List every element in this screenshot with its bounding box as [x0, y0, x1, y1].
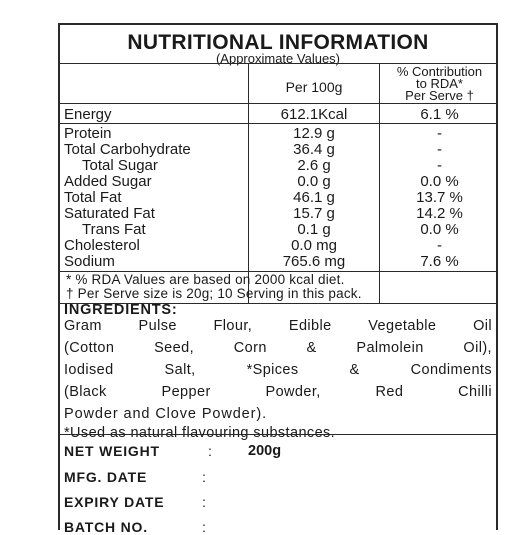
nutrient-rda: 14.2 % — [416, 205, 463, 222]
header-per-100g: Per 100g — [285, 79, 343, 95]
nutrient-value: 612.1Kcal — [280, 106, 348, 123]
footnote-serve: † Per Serve size is 20g; 10 Serving in this pack. — [66, 286, 362, 301]
ingredients-line: (Black Pepper Powder, Red Chilli — [64, 384, 492, 400]
nutrient-value: 765.6 mg — [282, 253, 346, 270]
panel-title: NUTRITIONAL INFORMATION — [127, 31, 429, 54]
nutrient-rda: 0.0 % — [420, 221, 459, 238]
nutrient-value: 0.0 g — [297, 173, 331, 190]
header-rda-line2: to RDA* — [416, 76, 463, 91]
ingredients-heading: INGREDIENTS: — [64, 302, 178, 318]
divider — [60, 103, 496, 104]
nutrient-value: 15.7 g — [293, 205, 335, 222]
ingredients-line: Gram Pulse Flour, Edible Vegetable Oil — [64, 318, 492, 334]
nutrient-row-total-fat — [60, 189, 496, 205]
mfg-date-label: MFG. DATE — [64, 469, 148, 485]
expiry-date-colon: : — [202, 494, 206, 510]
nutrient-row-total-carbohydrate — [60, 141, 496, 157]
nutrient-value: 0.1 g — [297, 221, 331, 238]
panel-subtitle: (Approximate Values) — [215, 51, 341, 66]
expiry-date-label: EXPIRY DATE — [64, 494, 165, 510]
ingredients-note: *Used as natural flavouring substances. — [64, 425, 336, 441]
nutrient-row-saturated-fat — [60, 205, 496, 221]
nutrient-row-trans-fat — [60, 221, 496, 237]
nutrient-value: 36.4 g — [293, 141, 335, 158]
nutrient-rda: 0.0 % — [420, 173, 459, 190]
header-rda-line3: Per Serve † — [405, 88, 474, 103]
nutrient-value: 46.1 g — [293, 189, 335, 206]
mfg-date-colon: : — [202, 469, 206, 485]
nutrient-rda: - — [437, 157, 442, 174]
footnote-rda: * % RDA Values are based on 2000 kcal diet. — [66, 272, 345, 287]
net-weight-colon: : — [208, 443, 212, 459]
nutrition-panel — [58, 23, 498, 535]
nutrient-value: 12.9 g — [293, 125, 335, 142]
ingredients-line: Powder and Clove Powder). — [64, 406, 268, 422]
nutrient-rda: - — [437, 141, 442, 158]
nutrient-name: Saturated Fat — [64, 205, 155, 222]
batch-no-label: BATCH NO. — [64, 519, 148, 535]
batch-no-colon: : — [202, 519, 206, 535]
nutrient-name: Added Sugar — [64, 173, 152, 190]
nutrient-name: Trans Fat — [82, 221, 146, 238]
nutrient-name: Total Fat — [64, 189, 122, 206]
nutrient-rda: 6.1 % — [420, 106, 459, 123]
nutrient-rda: - — [437, 237, 442, 254]
nutrient-value: 2.6 g — [297, 157, 331, 174]
nutrient-row-protein — [60, 125, 496, 141]
header-rda-line1: % Contribution — [396, 64, 483, 79]
nutrient-row-energy — [60, 106, 496, 122]
nutrient-name: Total Sugar — [82, 157, 158, 174]
nutrient-rda: 13.7 % — [416, 189, 463, 206]
nutrient-rda: - — [437, 125, 442, 142]
nutrient-name: Sodium — [64, 253, 115, 270]
nutrient-name: Protein — [64, 125, 112, 142]
nutrient-value: 0.0 mg — [291, 237, 337, 254]
nutrient-row-total-sugar — [60, 157, 496, 173]
divider — [60, 434, 496, 435]
nutrient-rda: 7.6 % — [420, 253, 459, 270]
nutrient-name: Cholesterol — [64, 237, 140, 254]
net-weight-value: 200g — [248, 443, 282, 459]
nutrient-name: Energy — [64, 106, 112, 123]
nutrient-row-cholesterol — [60, 237, 496, 253]
nutrient-name: Total Carbohydrate — [64, 141, 191, 158]
ingredients-line: Iodised Salt, *Spices & Condiments — [64, 362, 492, 378]
net-weight-label: NET WEIGHT — [64, 443, 160, 459]
nutrient-row-added-sugar — [60, 173, 496, 189]
ingredients-line: (Cotton Seed, Corn & Palmolein Oil), — [64, 340, 492, 356]
divider — [60, 123, 496, 124]
nutrient-row-sodium — [60, 253, 496, 269]
